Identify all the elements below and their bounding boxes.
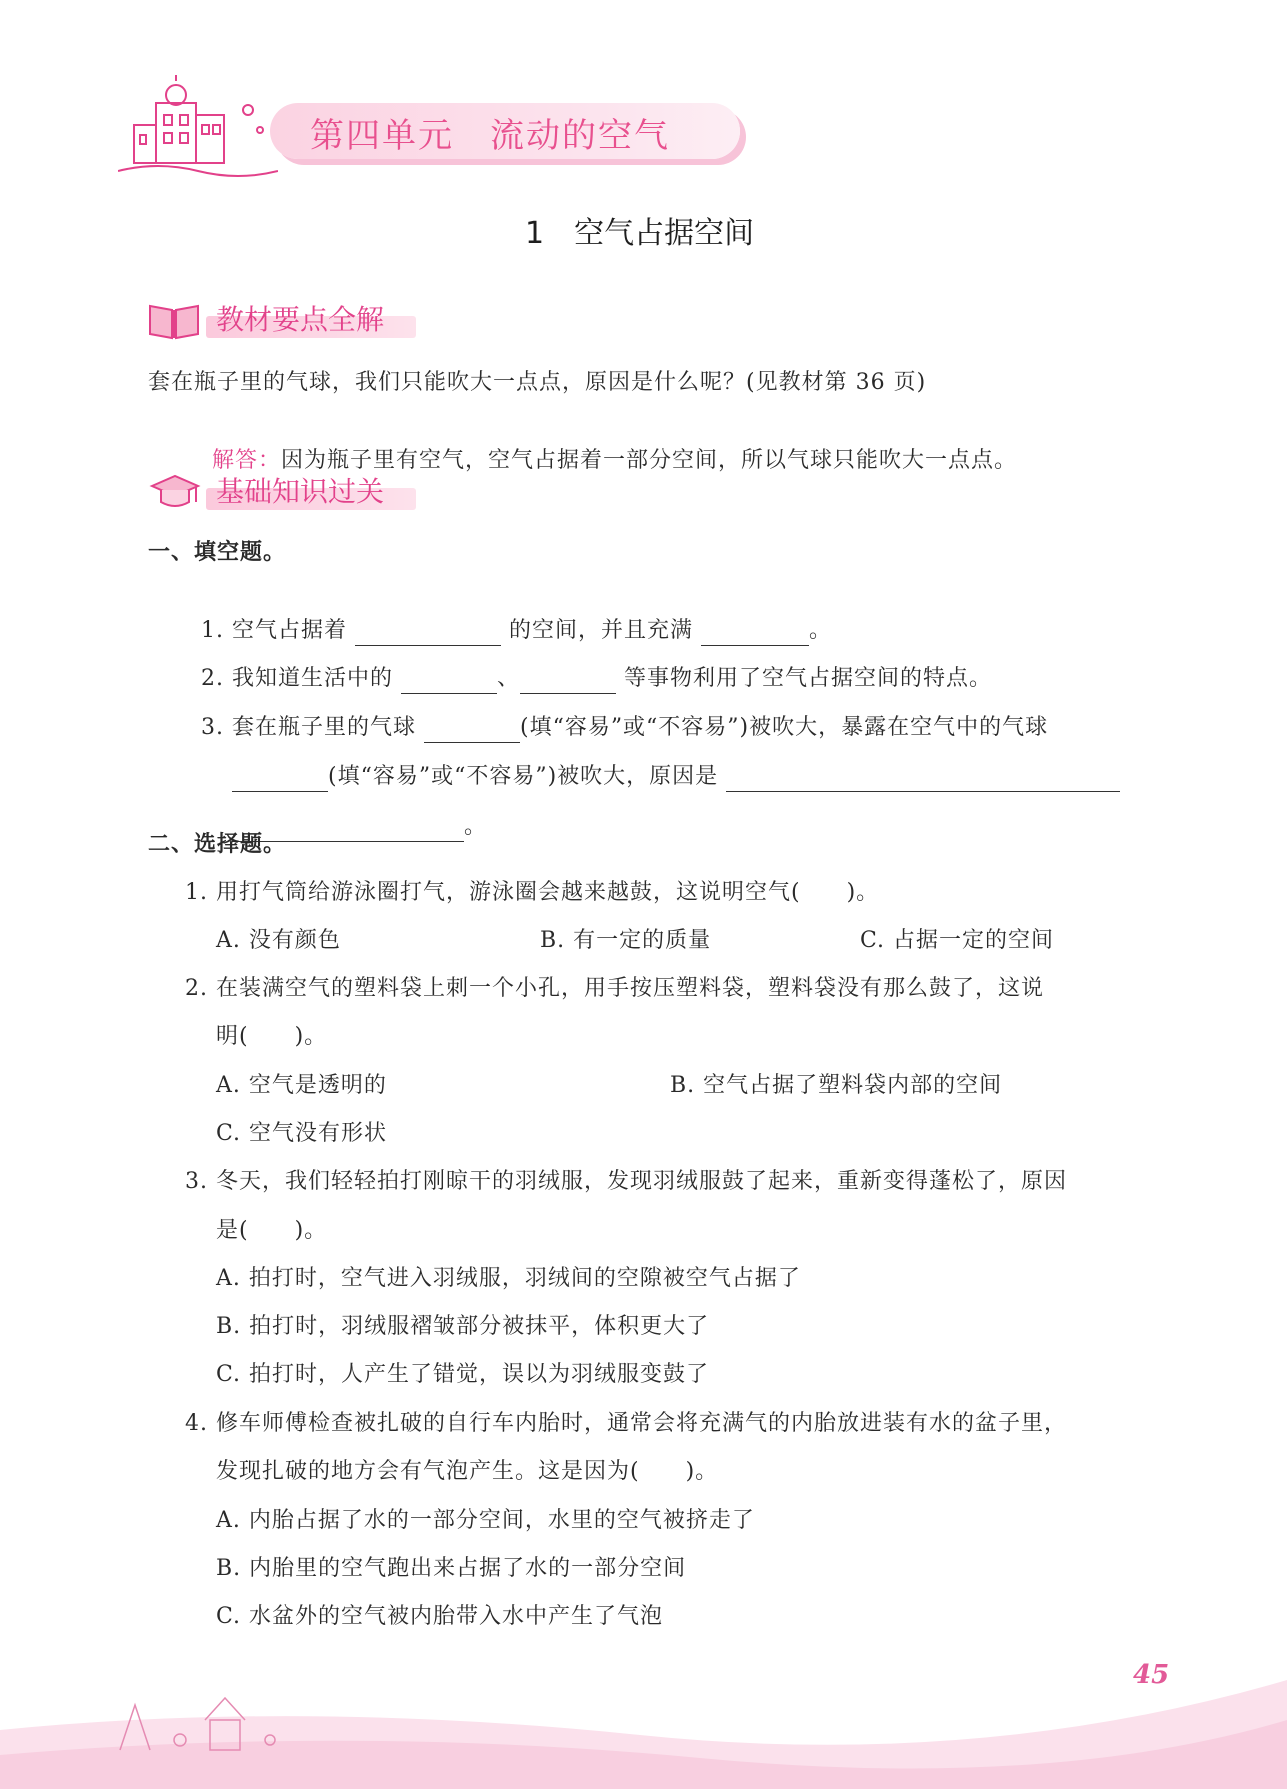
- part-title-choice: 二、选择题。: [148, 832, 287, 857]
- answer-label: 解答：: [212, 448, 282, 473]
- school-building-illustration: [118, 75, 278, 180]
- option-4c[interactable]: C. 水盆外的空气被内胎带入水中产生了气泡: [216, 1604, 664, 1629]
- choice-question-3-line1: 3. 冬天，我们轻轻拍打刚晾干的羽绒服，发现羽绒服鼓了起来，重新变得蓬松了，原因: [185, 1169, 1067, 1194]
- option-1c[interactable]: C. 占据一定的空间: [860, 928, 1055, 953]
- section-heading-key-points: [148, 298, 448, 338]
- fill-q1-text: 。: [809, 618, 833, 643]
- choice-question-4-line2: 发现扎破的地方会有气泡产生。这是因为( )。: [216, 1459, 719, 1484]
- option-4a[interactable]: A. 内胎占据了水的一部分空间，水里的空气被挤走了: [216, 1508, 755, 1533]
- textbook-question: 套在瓶子里的气球，我们只能吹大一点点，原因是什么呢？(见教材第 36 页): [148, 370, 927, 395]
- fill-q2-text: 等事物利用了空气占据空间的特点。: [624, 666, 993, 691]
- option-1b[interactable]: B. 有一定的质量: [540, 928, 712, 953]
- page-number: 45: [1133, 1660, 1170, 1690]
- choice-question-1: 1. 用打气筒给游泳圈打气，游泳圈会越来越鼓，这说明空气( )。: [185, 880, 880, 905]
- fill-q3-text: (填“容易”或“不容易”)被吹大，原因是: [328, 764, 719, 789]
- fill-q3-text: (填“容易”或“不容易”)被吹大，暴露在空气中的气球: [519, 715, 1049, 740]
- option-3a[interactable]: A. 拍打时，空气进入羽绒服，羽绒间的空隙被空气占据了: [216, 1266, 801, 1291]
- option-2b[interactable]: B. 空气占据了塑料袋内部的空间: [670, 1073, 1003, 1098]
- option-1a[interactable]: A. 没有颜色: [216, 928, 341, 953]
- fill-q1-text: 的空间，并且充满: [508, 618, 693, 643]
- option-3c[interactable]: C. 拍打时，人产生了错觉，误以为羽绒服变鼓了: [216, 1362, 710, 1387]
- fill-q2-text: 、: [496, 666, 520, 691]
- part-title-fill: 一、填空题。: [148, 540, 287, 565]
- fill-q2-text: 2. 我知道生活中的: [201, 666, 393, 691]
- section-heading-label: 基础知识过关: [216, 475, 385, 508]
- footer-decoration: [0, 1640, 1287, 1789]
- unit-title: 第四单元 流动的空气: [310, 116, 670, 156]
- section-heading-label: 教材要点全解: [216, 303, 385, 336]
- section-heading-basic-knowledge: [148, 470, 448, 510]
- choice-question-2-line1: 2. 在装满空气的塑料袋上刺一个小孔，用手按压塑料袋，塑料袋没有那么鼓了，这说: [185, 976, 1044, 1001]
- option-2a[interactable]: A. 空气是透明的: [216, 1073, 387, 1098]
- answer-blank[interactable]: [726, 769, 1120, 792]
- graduation-cap-icon: [148, 472, 202, 512]
- fill-q3-text: 3. 套在瓶子里的气球: [201, 715, 416, 740]
- option-3b[interactable]: B. 拍打时，羽绒服褶皱部分被抹平，体积更大了: [216, 1314, 710, 1339]
- option-4b[interactable]: B. 内胎里的空气跑出来占据了水的一部分空间: [216, 1556, 687, 1581]
- answer-text: 因为瓶子里有空气，空气占据着一部分空间，所以气球只能吹大一点点。: [281, 448, 1018, 473]
- choice-question-3-line2: 是( )。: [216, 1218, 328, 1243]
- option-2c[interactable]: C. 空气没有形状: [216, 1121, 388, 1146]
- choice-question-4-line1: 4. 修车师傅检查被扎破的自行车内胎时，通常会将充满气的内胎放进装有水的盆子里，: [185, 1411, 1067, 1436]
- choice-question-2-line2: 明( )。: [216, 1024, 328, 1049]
- book-icon: [148, 300, 200, 340]
- lesson-title: 1 空气占据空间: [525, 216, 755, 251]
- fill-q1-text: 1. 空气占据着: [201, 618, 347, 643]
- fill-q3-text: 。: [464, 814, 488, 839]
- answer-line: [196, 416, 1017, 476]
